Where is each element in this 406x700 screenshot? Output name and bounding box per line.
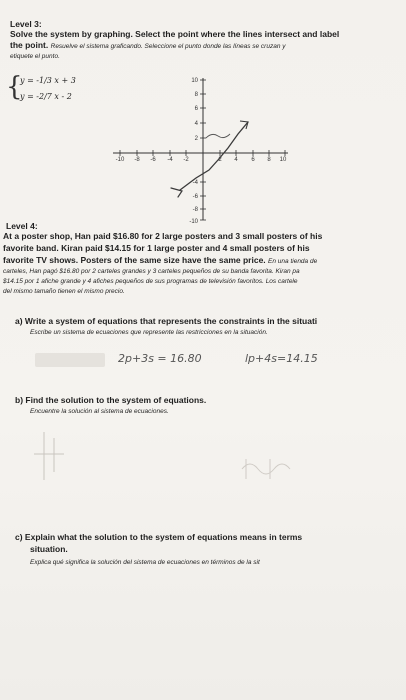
y-tick-label: -8	[192, 207, 198, 213]
y-tick-label: 6	[194, 106, 198, 112]
level3-instruction-spanish-2: etiquete el punto.	[10, 53, 60, 60]
part-c-label-line2: situation.	[30, 544, 68, 554]
coordinate-graph[interactable]	[108, 74, 293, 224]
level4-spanish-2: $14.15 por 1 afiche grande y 4 afiches pequeños de sus programas de televisión favoritos. Los cartele	[3, 278, 298, 285]
part-c-label-line1: c) Explain what the solution to the system of equations means in terms	[15, 532, 303, 542]
x-tick-label: -8	[134, 157, 140, 163]
x-tick-label: 2	[218, 157, 222, 163]
x-tick-label: -6	[150, 157, 156, 163]
y-tick-label: 2	[194, 136, 198, 142]
level3-instruction-bold: the point.	[10, 40, 49, 50]
y-tick-label: 8	[194, 92, 198, 98]
y-tick-label: -4	[192, 180, 198, 186]
x-tick-label: -10	[115, 157, 125, 163]
level4-title: Level 4:	[6, 221, 38, 231]
x-tick-label: 10	[279, 157, 287, 163]
handwritten-equation-1: 2p+3s = 16.80	[118, 352, 202, 365]
level3-instruction-line2	[10, 40, 286, 51]
y-tick-label: 10	[191, 78, 198, 84]
part-b-spanish: Encuentre la solución al sistema de ecuaciones.	[30, 408, 169, 415]
x-tick-label: 8	[267, 157, 271, 163]
level4-line1: At a poster shop, Han paid $16.80 for 2 large posters and 3 small posters of his	[3, 231, 323, 241]
part-a-label: a) Write a system of equations that represents the constraints in the situati	[15, 316, 318, 326]
equation-1: y = -1/3 x + 3	[20, 76, 76, 85]
level3-instruction-line1: Solve the system by graphing. Select the point where the lines intersect and label	[10, 29, 340, 39]
level4-spanish-3: del mismo tamaño tienen el mismo precio.	[3, 288, 125, 295]
level3-title: Level 3:	[10, 19, 42, 29]
level4-spanish-inline: En una tienda de	[268, 258, 318, 265]
y-tick-label: -6	[192, 194, 198, 200]
equation-2: y = -2/7 x - 2	[20, 92, 72, 101]
level4-line3-text: favorite TV shows. Posters of the same size have the same price.	[3, 255, 266, 265]
x-tick-label: 6	[251, 157, 255, 163]
x-tick-label: -2	[183, 157, 189, 163]
level4-line2: favorite band. Kiran paid $14.15 for 1 large poster and 4 small posters of his	[3, 243, 310, 253]
faint-pencil-marks	[30, 428, 70, 488]
level4-spanish-1: carteles, Han pagó $16.80 por 2 carteles grandes y 3 carteles pequeños de su banda favorita. Kiran pa	[3, 268, 300, 275]
handwritten-equation-2: lp+4s=14.15	[245, 352, 318, 365]
level3-instruction-spanish: Resuelve el sistema graficando. Seleccione el punto donde las líneas se cruzan y	[50, 43, 286, 50]
x-tick-label: -4	[167, 157, 173, 163]
part-b-label: b) Find the solution to the system of equations.	[15, 395, 207, 405]
pencil-scribble	[206, 134, 230, 138]
drawn-line	[180, 122, 248, 190]
faint-pencil-scribble	[240, 455, 300, 485]
y-tick-label: -10	[189, 219, 198, 224]
part-c-spanish: Explica qué significa la solución del sistema de ecuaciones en términos de la sit	[30, 559, 260, 566]
system-brace: {	[6, 72, 23, 102]
erased-smudge	[35, 353, 105, 367]
y-tick-label: 4	[194, 121, 198, 127]
x-tick-label: 4	[234, 157, 238, 163]
part-a-spanish: Escribe un sistema de ecuaciones que represente las restricciones en la situación.	[30, 329, 268, 336]
level4-line3	[3, 255, 317, 266]
